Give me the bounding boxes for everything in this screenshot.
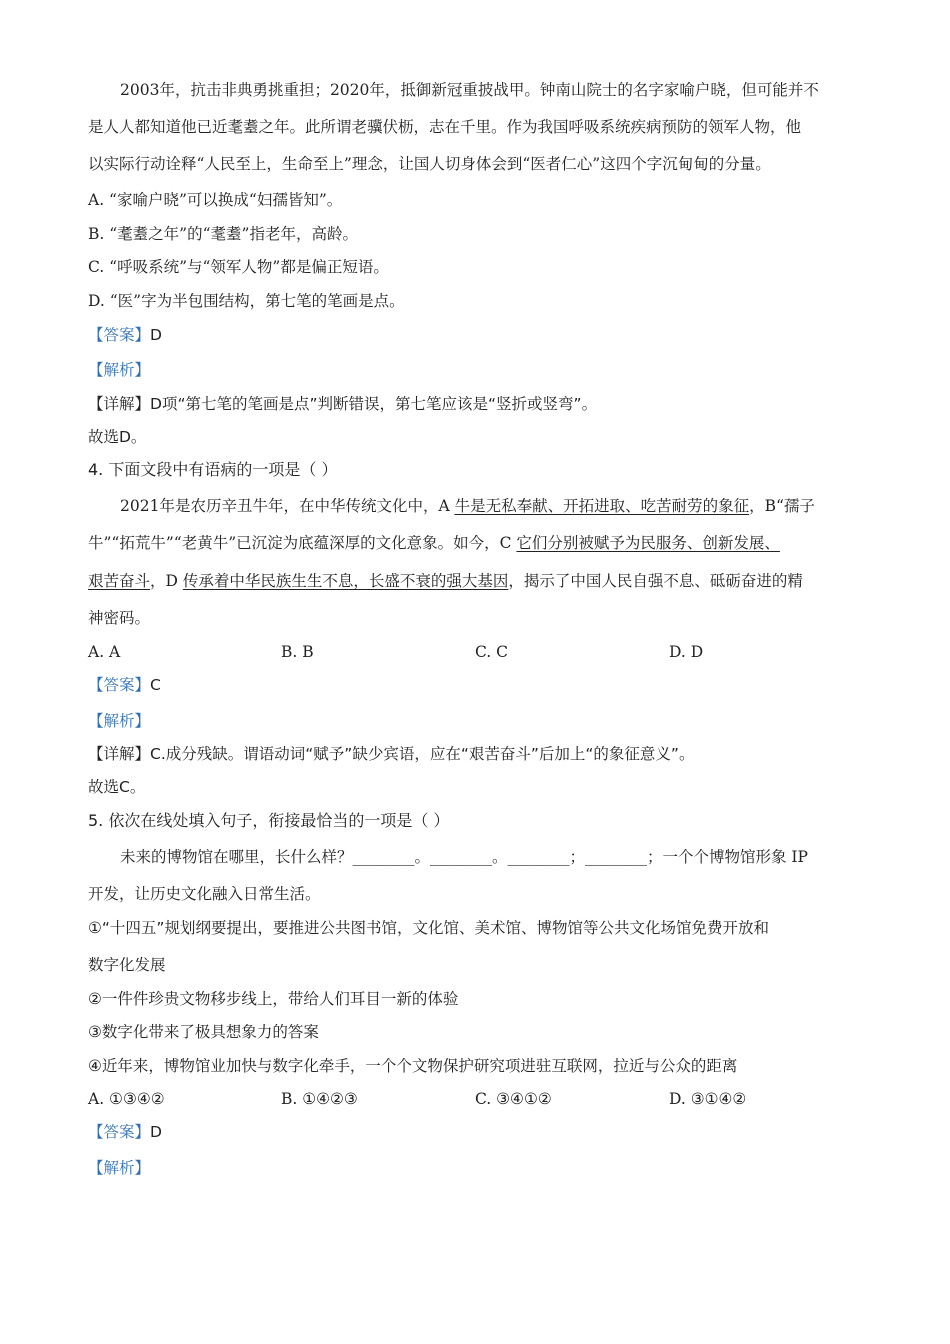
detail-tag: 【详解】 — [88, 745, 151, 763]
q5-item-4: ④近年来，博物馆业加快与数字化牵手，一个个文物保护研究项进驻互联网，拉近与公众的距离 — [88, 1057, 738, 1075]
q4-title: 4. 下面文段中有语病的一项是（ ） — [88, 460, 338, 479]
q4-underline-c-cont: 艰苦奋斗 — [88, 572, 151, 590]
q5-answer — [88, 1121, 162, 1143]
q4-analysis-tag: 【解析】 — [88, 712, 151, 730]
answer-value: D — [150, 326, 162, 344]
q4-answer — [88, 674, 161, 696]
q5-option-c: C. ③④①② — [475, 1090, 552, 1108]
q5-option-a: A. ①③④② — [88, 1090, 165, 1108]
q4-option-d: D. D — [669, 643, 704, 661]
detail-text: C.成分残缺。谓语动词“赋予”缺少宾语，应在“艰苦奋斗”后加上“的象征意义”。 — [150, 745, 695, 763]
q3-conclusion: 故选D。 — [88, 428, 147, 446]
q5-option-d: D. ③①④② — [669, 1090, 747, 1108]
q3-option-b: B. “耄耋之年”的“耄耋”指老年，高龄。 — [88, 225, 358, 243]
q4-text: 2021年是农历辛丑牛年，在中华传统文化中，A — [120, 497, 455, 515]
q4-text: ，D — [150, 572, 183, 590]
answer-tag: 【答案】 — [88, 676, 151, 694]
q5-item-2: ②一件件珍贵文物移步线上，带给人们耳目一新的体验 — [88, 990, 459, 1008]
q5-analysis-tag: 【解析】 — [88, 1159, 151, 1177]
q4-option-c: C. C — [475, 643, 509, 661]
q4-passage-line-2 — [88, 532, 780, 554]
q4-text: 牛”“拓荒牛”“老黄牛”已沉淀为底蕴深厚的文化意象。如今，C — [88, 534, 517, 552]
q4-detail — [88, 743, 694, 765]
detail-text: D项“第七笔的笔画是点”判断错误，第七笔应该是“竖折或竖弯”。 — [150, 395, 598, 413]
q5-option-b: B. ①④②③ — [281, 1090, 358, 1108]
q4-passage-line-4: 神密码。 — [88, 609, 151, 627]
q4-option-b: B. B — [281, 643, 314, 661]
answer-value: C — [150, 676, 161, 694]
q4-passage-line-1 — [120, 495, 815, 517]
q5-title: 5. 依次在线处填入句子，衔接最恰当的一项是（ ） — [88, 811, 450, 830]
q4-underline-c: 它们分别被赋予为民服务、创新发展、 — [516, 534, 780, 552]
q3-passage-line-1: 2003年，抗击非典勇挑重担；2020年，抵御新冠重披战甲。钟南山院士的名字家喻户晓，但可能并不 — [120, 81, 819, 99]
q3-detail — [88, 393, 597, 415]
q5-item-1: ①“十四五”规划纲要提出，要推进公共图书馆，文化馆、美术馆、博物馆等公共文化场馆免费开放和 — [88, 919, 769, 937]
answer-tag: 【答案】 — [88, 326, 151, 344]
answer-value: D — [150, 1123, 162, 1141]
q3-passage-line-3: 以实际行动诠释“人民至上，生命至上”理念，让国人切身体会到“医者仁心”这四个字沉甸甸的分量。 — [88, 155, 771, 173]
q3-answer — [88, 324, 162, 346]
q3-option-d: D. “医”字为半包围结构，第七笔的笔画是点。 — [88, 292, 405, 310]
q3-option-a: A. “家喻户晓”可以换成“妇孺皆知”。 — [88, 191, 343, 209]
q4-underline-d: 传承着中华民族生生不息，长盛不衰的强大基因 — [182, 572, 509, 590]
q4-option-a: A. A — [88, 643, 121, 661]
q3-passage-line-2: 是人人都知道他已近耄耋之年。此所谓老骥伏枥，志在千里。作为我国呼吸系统疾病预防的领军人物，他 — [88, 118, 802, 136]
q4-text: ，B“孺子 — [749, 497, 815, 515]
q5-item-3: ③数字化带来了极具想象力的答案 — [88, 1023, 319, 1041]
q5-passage-line-2: 开发，让历史文化融入日常生活。 — [88, 885, 321, 903]
answer-tag: 【答案】 — [88, 1123, 151, 1141]
q3-analysis-tag: 【解析】 — [88, 361, 151, 379]
q4-conclusion: 故选C。 — [88, 778, 146, 796]
q5-item-1-cont: 数字化发展 — [88, 956, 166, 974]
detail-tag: 【详解】 — [88, 395, 151, 413]
q5-passage-line-1: 未来的博物馆在哪里，长什么样？________。________。________；________；一个个博物馆形象 IP — [120, 848, 808, 866]
q4-text: ，揭示了中国人民自强不息、砥砺奋进的精 — [508, 572, 803, 590]
q4-passage-line-3 — [88, 570, 803, 592]
q3-option-c: C. “呼吸系统”与“领军人物”都是偏正短语。 — [88, 258, 389, 276]
q4-underline-a: 牛是无私奉献、开拓进取、吃苦耐劳的象征 — [454, 497, 750, 515]
